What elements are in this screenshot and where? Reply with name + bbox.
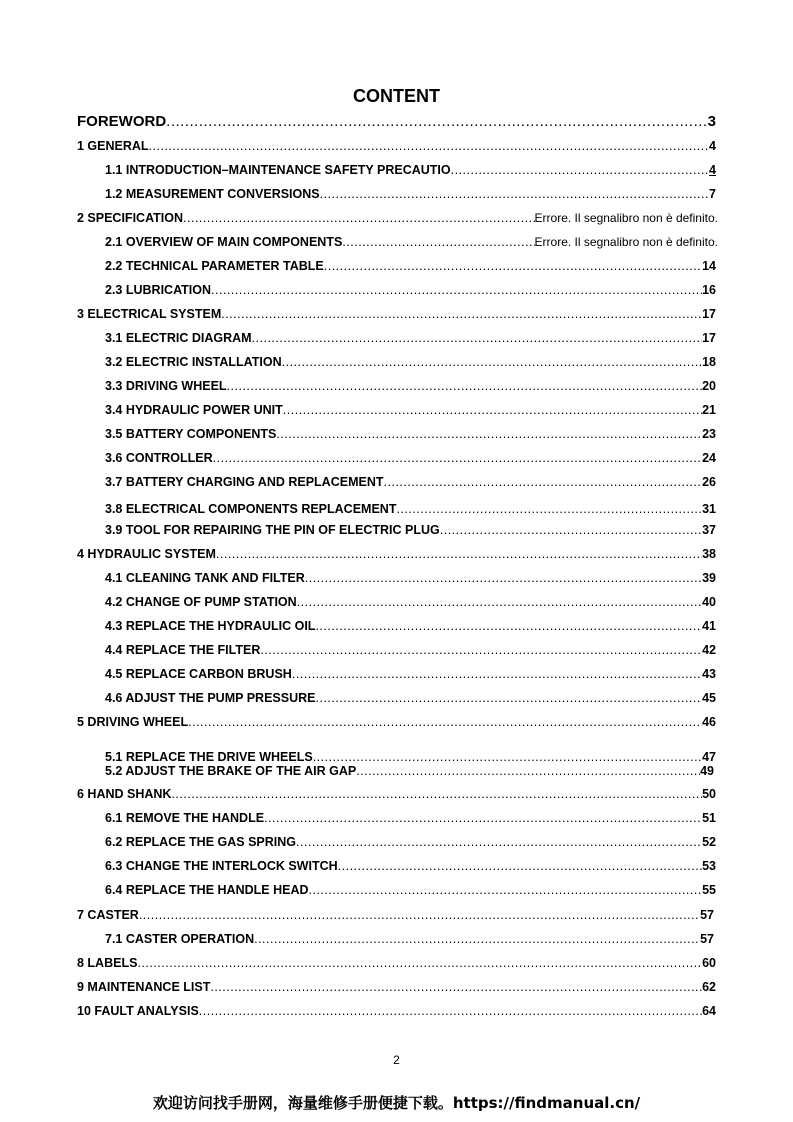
toc-entry-3-5[interactable] [105, 427, 716, 441]
toc-entry-label: 3.2 ELECTRIC INSTALLATION [105, 355, 282, 369]
toc-entry-label: 5.2 ADJUST THE BRAKE OF THE AIR GAP [105, 764, 357, 778]
toc-entry-6-2[interactable] [105, 835, 716, 849]
toc-entry-4-2[interactable] [105, 595, 716, 609]
toc-entry-page: 57 [700, 908, 714, 922]
page-number: 2 [393, 1053, 400, 1067]
toc-entry-label: 3.8 ELECTRICAL COMPONENTS REPLACEMENT [105, 502, 397, 516]
toc-entry-3-8[interactable] [105, 502, 716, 516]
toc-entry-page: 57 [700, 932, 714, 946]
toc-entry-3-2[interactable] [105, 355, 716, 369]
toc-entry-page: 50 [702, 787, 716, 801]
toc-entry-label: 10 FAULT ANALYSIS [77, 1004, 199, 1018]
toc-entry-3-1[interactable] [105, 331, 716, 345]
toc-entry-page: 23 [702, 427, 716, 441]
toc-entry-3-3[interactable] [105, 379, 716, 393]
toc-entry-label: 1.1 INTRODUCTION–MAINTENANCE SAFETY PRECAUTIO [105, 163, 451, 177]
toc-entry-4-3[interactable] [105, 619, 716, 633]
toc-entry-label: 3.7 BATTERY CHARGING AND REPLACEMENT [105, 475, 384, 489]
toc-entry-page: 53 [702, 859, 716, 873]
toc-entry-1[interactable] [77, 139, 716, 153]
toc-entry-3-4[interactable] [105, 403, 716, 417]
toc-entry-label: 3.4 HYDRAULIC POWER UNIT [105, 403, 283, 417]
toc-entry-label: 3 ELECTRICAL SYSTEM [77, 307, 222, 321]
toc-entry-3-6[interactable] [105, 451, 716, 465]
toc-entry-3[interactable] [77, 307, 716, 321]
toc-entry-6[interactable] [77, 787, 716, 801]
toc-entry-7[interactable] [77, 908, 714, 922]
toc-entry-page: 55 [702, 883, 716, 897]
toc-entry-5-2[interactable] [105, 764, 714, 778]
toc-entry-label: 6 HAND SHANK [77, 787, 172, 801]
toc-entry-label: 6.3 CHANGE THE INTERLOCK SWITCH [105, 859, 338, 873]
toc-entry-page: 21 [702, 403, 716, 417]
toc-entry-page: 62 [702, 980, 716, 994]
toc-entry-label: 4 HYDRAULIC SYSTEM [77, 547, 216, 561]
toc-entry-4[interactable] [77, 547, 716, 561]
toc-entry-label: 9 MAINTENANCE LIST [77, 980, 211, 994]
toc-entry-page: 49 [700, 764, 714, 778]
toc-entry-page: 4 [709, 163, 716, 177]
toc-entry-6-3[interactable] [105, 859, 716, 873]
toc-entry-7-1[interactable] [105, 932, 714, 946]
toc-entry-8[interactable] [77, 956, 716, 970]
toc-entry-label: 8 LABELS [77, 956, 138, 970]
toc-entry-label: 6.4 REPLACE THE HANDLE HEAD [105, 883, 309, 897]
toc-entry-label: 1 GENERAL [77, 139, 149, 153]
toc-entry-4-1[interactable] [105, 571, 716, 585]
toc-entry-2-3[interactable] [105, 283, 716, 297]
toc-entry-page: 47 [702, 750, 716, 764]
toc-entry-page: 42 [702, 643, 716, 657]
toc-entry-page: 17 [702, 331, 716, 345]
toc-entry-label: 3.5 BATTERY COMPONENTS [105, 427, 277, 441]
toc-entry-page: 17 [702, 307, 716, 321]
toc-entry-2[interactable] [77, 211, 718, 225]
toc-entry-label: 1.2 MEASUREMENT CONVERSIONS [105, 187, 320, 201]
toc-entry-page: 24 [702, 451, 716, 465]
toc-entry-1-2[interactable] [105, 187, 716, 201]
toc-entry-1-1[interactable] [105, 163, 716, 177]
toc-entry-page: 45 [702, 691, 716, 705]
toc-entry-4-6[interactable] [105, 691, 716, 705]
toc-entry-label: 3.1 ELECTRIC DIAGRAM [105, 331, 252, 345]
toc-entry-page: 20 [702, 379, 716, 393]
toc-entry-label: 6.1 REMOVE THE HANDLE [105, 811, 265, 825]
toc-entry-page: 37 [702, 523, 716, 537]
toc-entry-page: 43 [702, 667, 716, 681]
toc-entry-label: 4.2 CHANGE OF PUMP STATION [105, 595, 297, 609]
toc-entry-page: Errore. Il segnalibro non è definito. [534, 211, 718, 225]
toc-entry-label: 4.5 REPLACE CARBON BRUSH [105, 667, 292, 681]
toc-entry-label: 4.1 CLEANING TANK AND FILTER [105, 571, 305, 585]
toc-entry-4-5[interactable] [105, 667, 716, 681]
toc-entry-page: 38 [702, 547, 716, 561]
toc-entry-label: 2.2 TECHNICAL PARAMETER TABLE [105, 259, 324, 273]
toc-entry-label: 4.3 REPLACE THE HYDRAULIC OIL [105, 619, 316, 633]
toc-entry-5-1[interactable] [105, 750, 716, 764]
toc-entry-page: 40 [702, 595, 716, 609]
toc-entry-page: 39 [702, 571, 716, 585]
toc-entry-page: 14 [702, 259, 716, 273]
toc-entry-label: 3.3 DRIVING WHEEL [105, 379, 227, 393]
page-title: CONTENT [353, 86, 440, 106]
toc-entry-page: 41 [702, 619, 716, 633]
toc-entry-page: 18 [702, 355, 716, 369]
toc-entry-foreword[interactable] [77, 113, 716, 130]
toc-entry-label: 2 SPECIFICATION [77, 211, 184, 225]
toc-entry-label: 3.9 TOOL FOR REPAIRING THE PIN OF ELECTRIC PLUG [105, 523, 440, 537]
toc-entry-label: 3.6 CONTROLLER [105, 451, 213, 465]
toc-entry-5[interactable] [77, 715, 716, 729]
toc-entry-page: 3 [707, 113, 716, 130]
toc-entry-10[interactable] [77, 1004, 716, 1018]
toc-entry-page: 4 [709, 139, 716, 153]
toc-entry-page: 64 [702, 1004, 716, 1018]
toc-entry-6-1[interactable] [105, 811, 716, 825]
toc-entry-label: 2.3 LUBRICATION [105, 283, 212, 297]
toc-entry-label: 7 CASTER [77, 908, 139, 922]
toc-entry-page: 31 [702, 502, 716, 516]
toc-entry-4-4[interactable] [105, 643, 716, 657]
toc-entry-3-9[interactable] [105, 523, 716, 537]
toc-entry-label: 4.4 REPLACE THE FILTER [105, 643, 261, 657]
toc-entry-label: 6.2 REPLACE THE GAS SPRING [105, 835, 297, 849]
toc-entry-label: 2.1 OVERVIEW OF MAIN COMPONENTS [105, 235, 343, 249]
toc-entry-6-4[interactable] [105, 883, 716, 897]
toc-entry-2-2[interactable] [105, 259, 716, 273]
toc-entry-page: 51 [702, 811, 716, 825]
toc-entry-page: 16 [702, 283, 716, 297]
toc-entry-label: 5 DRIVING WHEEL [77, 715, 189, 729]
toc-entry-page: 46 [702, 715, 716, 729]
footer-banner[interactable]: 欢迎访问找手册网，海量维修手册便捷下载。https://findmanual.cn/ [152, 1094, 641, 1112]
toc-entry-label: 7.1 CASTER OPERATION [105, 932, 255, 946]
toc-entry-page: 60 [702, 956, 716, 970]
toc-entry-3-7[interactable] [105, 475, 716, 489]
toc-entry-page: 52 [702, 835, 716, 849]
toc-entry-label: FOREWORD [77, 113, 167, 130]
toc-entry-2-1[interactable] [105, 235, 718, 249]
toc-entry-label: 5.1 REPLACE THE DRIVE WHEELS [105, 750, 313, 764]
toc-entry-page: 26 [702, 475, 716, 489]
toc-entry-9[interactable] [77, 980, 716, 994]
toc-entry-page: 7 [709, 187, 716, 201]
toc-entry-label: 4.6 ADJUST THE PUMP PRESSURE [105, 691, 316, 705]
toc-entry-page: Errore. Il segnalibro non è definito. [534, 235, 718, 249]
